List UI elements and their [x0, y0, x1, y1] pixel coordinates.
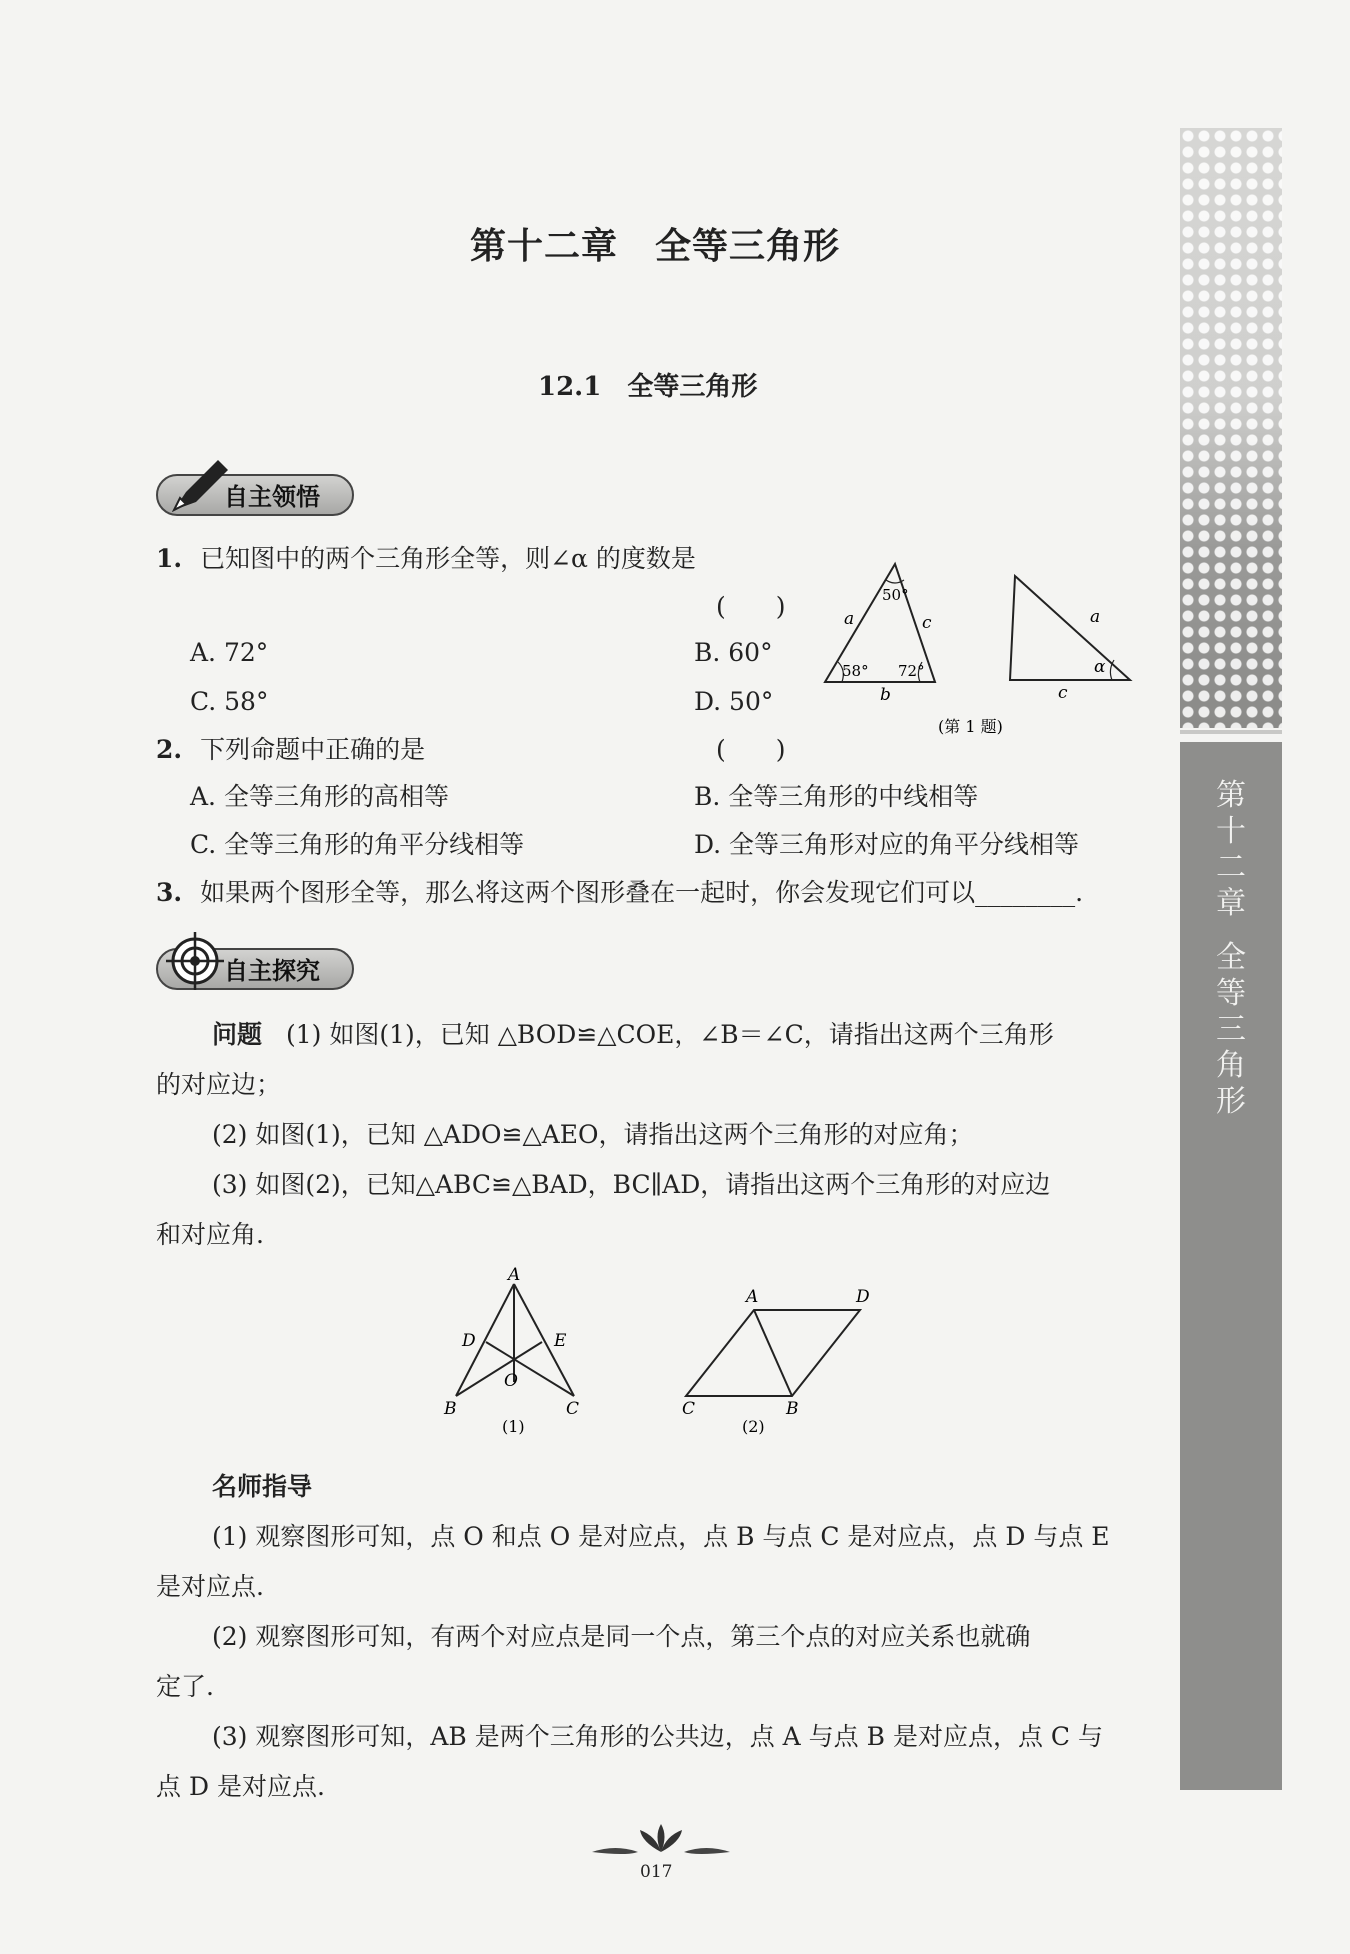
q2-text: 下列命题中正确的是 [200, 735, 426, 764]
point-label: C [682, 1399, 696, 1419]
point-label: B [444, 1399, 457, 1419]
side-tab-divider [1180, 730, 1282, 734]
q1-option-b: B. 60° [694, 638, 773, 667]
figure-1 [443, 1265, 579, 1436]
point-label: D [856, 1287, 870, 1307]
q1-text: 已知图中的两个三角形全等，则∠α 的度数是 [200, 544, 696, 573]
point-label: O [504, 1371, 518, 1391]
q1-option-d: D. 50° [694, 687, 774, 716]
guide-part-1-cont: 是对应点. [156, 1572, 264, 1601]
side-char: 全 [1216, 940, 1246, 975]
problem-part-1-cont: 的对应边； [156, 1070, 282, 1099]
guide-part-1: (1) 观察图形可知，点 O 和点 O 是对应点，点 B 与点 C 是对应点，点 D 与点 E [212, 1522, 1110, 1551]
q1-option-a: A. 72° [190, 638, 269, 667]
point-label: E [554, 1331, 567, 1351]
side-label: a [1090, 607, 1101, 627]
figure-2 [682, 1287, 870, 1436]
side-char: 二 [1216, 850, 1246, 885]
side-char: 十 [1216, 814, 1246, 849]
point-label: D [462, 1331, 476, 1351]
badge-label: 自主领悟 [224, 483, 320, 511]
side-label: a [844, 609, 855, 629]
q2-option-c: C. 全等三角形的角平分线相等 [190, 830, 525, 859]
angle-label: α [1094, 657, 1106, 677]
figure-caption: (第 1 题) [938, 717, 1003, 736]
figure-caption: (2) [742, 1417, 765, 1436]
side-tab-text [1208, 778, 1254, 1120]
guide-part-3-cont: 点 D 是对应点. [156, 1772, 325, 1801]
guide-block [156, 1462, 1166, 1812]
problem-part-3-cont: 和对应角. [156, 1220, 264, 1249]
guide-label: 名师指导 [212, 1472, 313, 1501]
problem-label: 问题 [212, 1020, 263, 1049]
q2-number: 2. [156, 735, 183, 764]
side-spacer [1208, 922, 1254, 940]
figure-caption: (1) [502, 1417, 525, 1436]
chapter-title: 第十二章 全等三角形 [470, 225, 841, 267]
badge-label: 自主探究 [224, 957, 320, 985]
angle-label: 72° [898, 662, 925, 680]
side-char: 三 [1216, 1012, 1246, 1047]
problem-part-3: (3) 如图(2)，已知△ABC≌△BAD，BC∥AD，请指出这两个三角形的对应边 [212, 1170, 1051, 1199]
side-label: c [922, 613, 932, 633]
q3-text: 如果两个图形全等，那么将这两个图形叠在一起时，你会发现它们可以________. [200, 878, 1084, 907]
problem-figures [430, 1262, 890, 1442]
angle-label: 58° [842, 662, 869, 680]
guide-part-2-cont: 定了. [156, 1672, 214, 1701]
q2-bracket: ( ) [716, 735, 786, 764]
problem-part-1: (1) 如图(1)，已知 △BOD≌△COE，∠B＝∠C，请指出这两个三角形 [285, 1020, 1054, 1049]
point-label: A [508, 1265, 521, 1285]
q1-figure [800, 552, 1150, 752]
q3-number: 3. [156, 878, 183, 907]
q1-bracket: ( ) [716, 592, 786, 621]
point-label: C [566, 1399, 580, 1419]
side-tab-decoration [1180, 128, 1282, 728]
side-char: 章 [1216, 886, 1246, 921]
side-label: c [1058, 683, 1068, 703]
angle-label: 50° [882, 586, 909, 604]
guide-part-2: (2) 观察图形可知，有两个对应点是同一个点，第三个点的对应关系也就确 [212, 1622, 1031, 1651]
problem-part-2: (2) 如图(1)，已知 △ADO≌△AEO，请指出这两个三角形的对应角； [212, 1120, 974, 1149]
side-char: 形 [1216, 1084, 1246, 1119]
q2-option-a: A. 全等三角形的高相等 [190, 782, 449, 811]
point-label: A [746, 1287, 759, 1307]
problem-block [156, 1010, 1166, 1260]
q1-option-c: C. 58° [190, 687, 269, 716]
q2-option-b: B. 全等三角形的中线相等 [694, 782, 979, 811]
point-label: B [786, 1399, 799, 1419]
pen-icon [166, 452, 232, 518]
target-icon [162, 928, 228, 994]
section-title: 12.1 全等三角形 [538, 372, 758, 402]
page-number: 017 [640, 1862, 673, 1882]
guide-part-3: (3) 观察图形可知，AB 是两个三角形的公共边，点 A 与点 B 是对应点，点 C 与 [212, 1722, 1103, 1751]
q1-number: 1. [156, 544, 183, 573]
side-char: 角 [1216, 1048, 1246, 1083]
side-char: 第 [1216, 778, 1246, 813]
side-char: 等 [1216, 976, 1246, 1011]
side-label: b [880, 685, 891, 705]
q2-option-d: D. 全等三角形对应的角平分线相等 [694, 830, 1080, 859]
footer-ornament [586, 1822, 736, 1862]
